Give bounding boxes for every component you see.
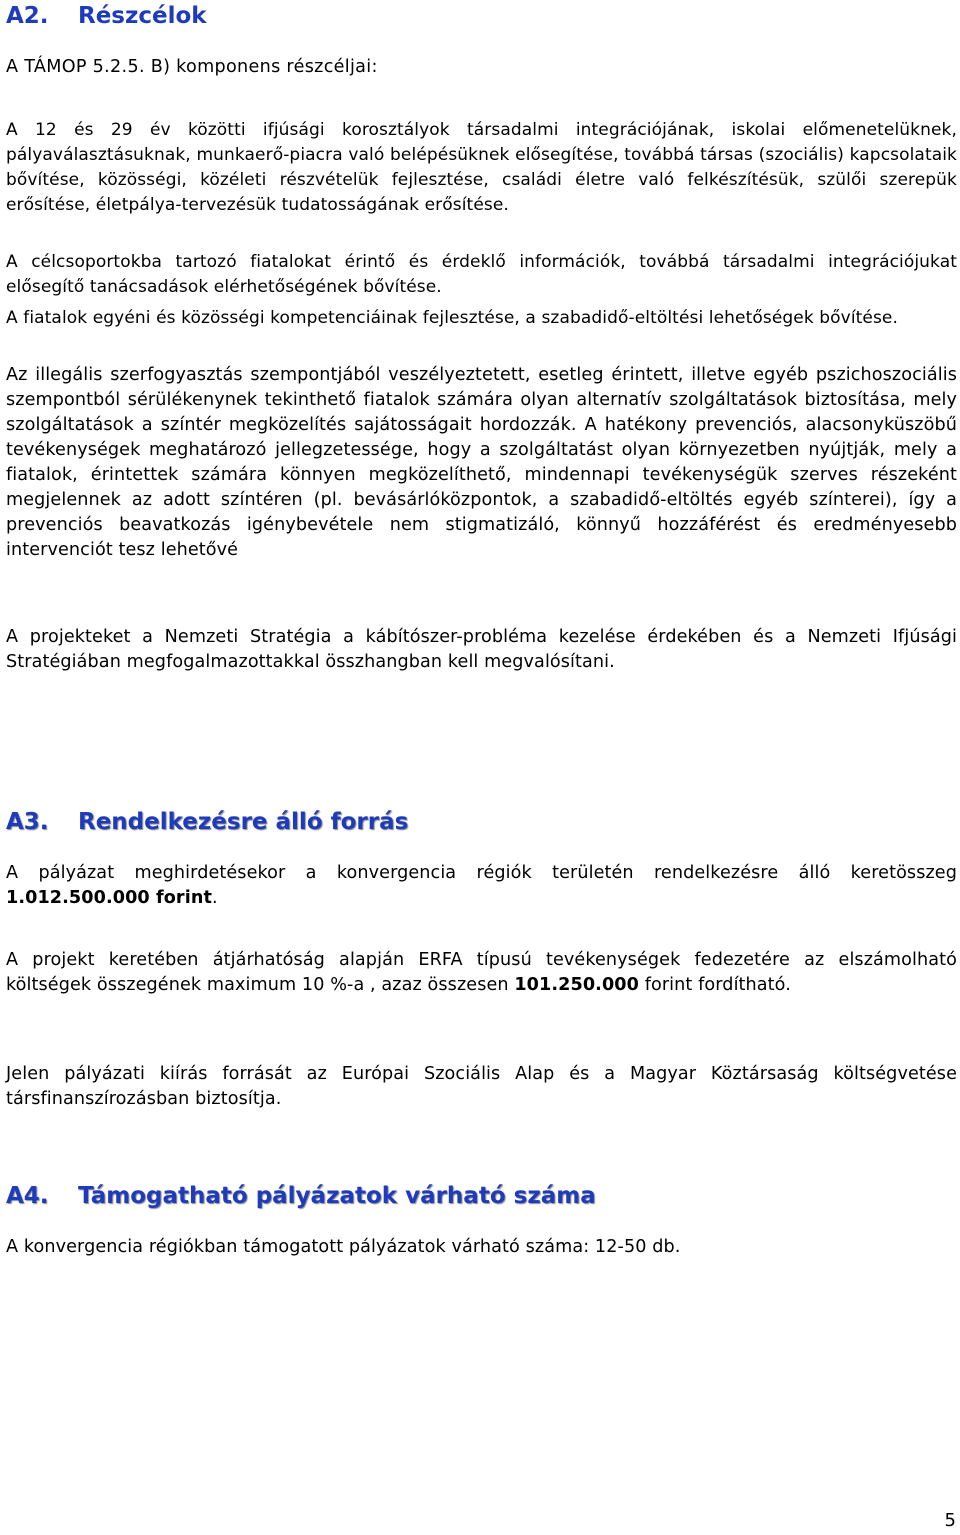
section-title: Részcélok [78,3,207,29]
funding-amount: 1.012.500.000 forint [6,888,212,908]
funding-tail: . [211,888,218,908]
funding-paragraph [6,861,957,911]
expected-count-paragraph: A konvergencia régiókban támogatott pályázatok várható száma: 12-50 db. [6,1237,681,1257]
section-heading-a2 [6,2,207,30]
paragraph: A projekteket a Nemzeti Stratégia a kábítószer-probléma kezelése érdekében és a Nemzeti Ifjúsági Stratégiában megfogalmazottakkal összhangban kell megvalósítani. [6,627,957,672]
paragraph: Az illegális szerfogyasztás szempontjából veszélyeztetett, esetleg érintett, illetve egyéb pszichoszociális szempontból sérülékenynek tekinthető fiatalok számára olyan alternatív szolgáltatások biztosítása, mely szolgáltatások a színtér megközelítés sajátosságait hordozzák. A hatékony prevenciós, alacsonyküszöbű tevékenységek meghatározó jellegzetessége, hogy a szolgáltatást olyan környezetben nyújtják, mely a fiatalok, érintettek számára könnyen megközelíthető, mindennapi tevékenységük szerves részeként megjelennek az adott színtéren (pl. bevásárlóközpontok, a szabadidő-eltöltés egyéb színterei), így a prevenciós beavatkozás igénybevétele nem stigmatizáló, könnyű hozzáférést és eredményesebb intervenciót tesz lehetővé [6,365,957,560]
section-number: A3. [6,809,49,835]
erfa-text: A projekt keretében átjárhatóság alapján ERFA típusú tevékenységek fedezetére az elszámolható költségek összegének maximum 10 %-a , azaz összesen [6,950,957,995]
paragraph: A 12 és 29 év közötti ifjúsági korosztályok társadalmi integrációjának, iskolai előmenetelüknek, pályaválasztásuknak, munkaerő-piacra való belépésüknek elősegítése, továbbá társas (szociális) kapcsolataik bővítése, közösségi, közéleti részvételük fejlesztése, családi életre való felkészítésük, szülői szerepük erősítése, életpálya-tervezésük tudatosságának erősítése. [6,120,957,215]
section-title: Támogatható pályázatok várható száma [78,1183,596,1209]
section-heading-a3 [6,808,408,836]
section-title: Rendelkezésre álló forrás [78,809,409,835]
source-paragraph: Jelen pályázati kiírás forrását az Európai Szociális Alap és a Magyar Köztársaság költségvetése társfinanszírozásban biztosítja. [6,1064,957,1109]
erfa-paragraph [6,948,957,998]
erfa-amount: 101.250.000 [514,975,639,995]
paragraph: A célcsoportokba tartozó fiatalokat érintő és érdeklő információk, továbbá társadalmi integrációjukat elősegítő tanácsadások elérhetőségének bővítése. [6,252,957,297]
paragraph: A fiatalok egyéni és közösségi kompetenciáinak fejlesztése, a szabadidő-eltöltési lehetőségek bővítése. [6,308,898,328]
funding-text: A pályázat meghirdetésekor a konvergencia régiók területén rendelkezésre álló keretösszeg [6,863,957,883]
section-number: A2. [6,3,49,29]
page-number: 5 [944,1510,956,1531]
section-number: A4. [6,1183,49,1209]
erfa-tail: forint fordítható. [639,975,791,995]
intro-text: A TÁMOP 5.2.5. B) komponens részcéljai: [6,57,378,77]
section-heading-a4 [6,1182,596,1210]
